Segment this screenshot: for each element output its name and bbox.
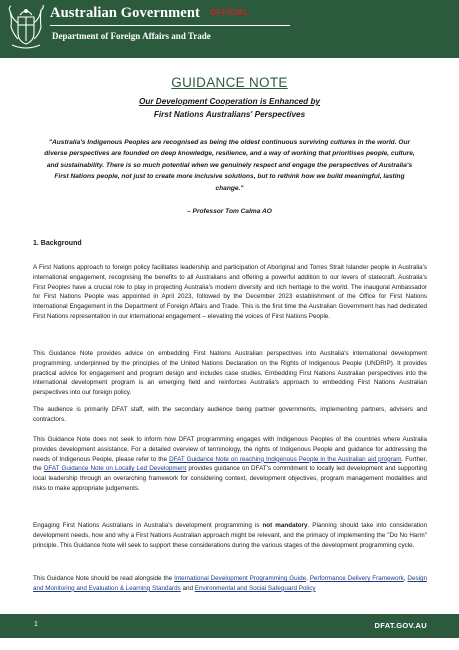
related-text-a: This Guidance Note should be read alongside the: [33, 575, 175, 582]
quote-attribution: – Professor Tom Calma AO: [187, 208, 272, 215]
link-safeguard-policy[interactable]: Environmental and Social Safeguard Policy: [194, 584, 316, 592]
scope-text-b: . Further, the: [33, 455, 427, 473]
government-name: Australian Government: [50, 5, 200, 21]
link-indigenous-guidance-note[interactable]: DFAT Guidance Note on reaching Indigenous People in the Australian aid program: [169, 455, 402, 463]
department-name: Department of Foreign Affairs and Trade: [52, 31, 211, 41]
paragraph-scope: [33, 435, 427, 494]
page-number: 1: [34, 621, 38, 628]
document-title: GUIDANCE NOTE: [171, 75, 288, 90]
paragraph-audience: The audience is primarily DFAT staff, with the secondary audience being partner governments, implementing partners, advisers and contractors.: [33, 406, 427, 423]
related-sep-3: and: [180, 584, 195, 592]
scope-text-a: This Guidance Note does not seek to inform how DFAT programming engages with Indigenous Peoples of the countries where Australia provides development assistance. For a detailed overview of terminology, the rights of Indigenous People and guidance for addressing the needs of Indigenous People, please refer to the: [33, 436, 427, 463]
paragraph-guidance-purpose: This Guidance Note provides advice on embedding First Nations Australian perspectives into Australia's international development programming, underpinned by the principles of the United Nations Declaration on the Rights of Indigenous People (UNDRIP). It provides practical advice for engagement and program design and includes case studies. Embedding First Nations Australian perspectives into the international development program is an emerging field and reinforces Australia's approach to embedding First Nations Australian perspectives into our foreign policy.: [33, 350, 427, 397]
not-mandatory-emphasis: not mandatory: [262, 522, 308, 529]
related-sep-1: ,: [306, 575, 310, 582]
related-sep-2: ,: [403, 575, 408, 582]
mandatory-text-a: Engaging First Nations Australians in Australia's development programming is: [33, 522, 263, 529]
opening-quote: "Australia's Indigenous Peoples are recognised as being the oldest continuous surviving cultures in the world. Our diverse perspectives are founded on deep knowledge, resilience, and a way of working that prioritises people, culture, and sustainability. There is so much potential when we genuinely respect and engage the perspectives of Australia's First Nations people, not just to create more inclusive solutions, but to rethink how we build meaningful, lasting change.": [44, 139, 415, 192]
document-subtitle-line1: Our Development Cooperation is Enhanced by: [138, 97, 321, 106]
link-performance-framework[interactable]: Performance Delivery Framework: [309, 575, 404, 582]
link-programming-guide[interactable]: International Development Programming Guide: [174, 575, 307, 582]
website-link[interactable]: DFAT.GOV.AU: [374, 621, 427, 630]
link-design-mel-standards[interactable]: Design and Monitoring and Evaluation & Learning Standards: [33, 575, 428, 592]
section-heading-background: 1. Background: [33, 240, 82, 247]
link-locally-led-development[interactable]: DFAT Guidance Note on Locally Led Development: [43, 465, 187, 473]
paragraph-not-mandatory: [33, 521, 427, 550]
mandatory-text-b: . Planning should take into consideration development needs, how and why a First Nations Australian approach might be relevant, and the primacy of implementing the "Do No Harm" principle. This Guidance Note will seek to support these considerations during the various stages of the development programming cycle.: [33, 522, 427, 549]
document-subtitle-line2: First Nations Australians' Perspectives: [153, 110, 306, 119]
paragraph-first-nations-approach: A First Nations approach to foreign policy facilitates leadership and participation of Aboriginal and Torres Strait Islander people in Australia's international engagement, recognising the benefits to all Australians and offering a powerful addition to our levers of statecraft. Australia's First Peoples have a crucial role to play in projecting Australia's modern diversity and rich heritage to the world. The inaugural Ambassador for First Nations People was appointed in April 2023, followed by the December 2023 establishment of the Office for First Nations International Engagement in the Department of Foreign Affairs and Trade. This is the first time the Australian Government has had dedicated First Nations representation in our international engagement – elevating the voices of First Nations People.: [33, 264, 427, 320]
classification-label: OFFICIAL: [210, 8, 249, 17]
header-divider: [50, 25, 290, 26]
paragraph-related-documents: [33, 574, 427, 594]
scope-text-c: provides guidance on DFAT's commitment to locally led development and supporting local leadership through an overarching framework for considering context, development objectives, program management modalities and risks to make appropriate judgements.: [33, 465, 427, 492]
